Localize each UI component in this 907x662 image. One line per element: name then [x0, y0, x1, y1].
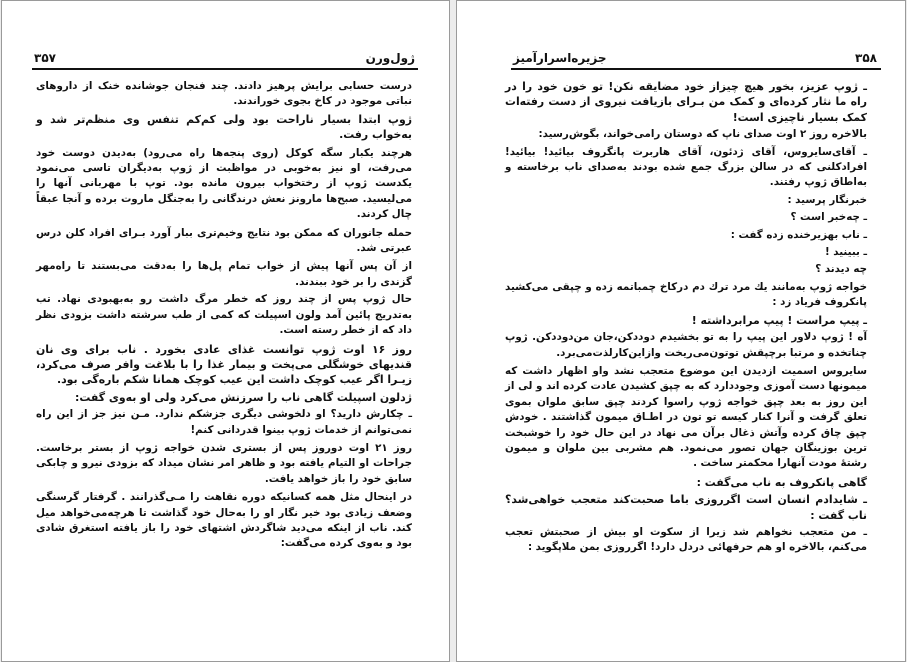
- paragraph: سایروس اسمیت ازدیدن این موضوع متعجب نشد واو اظهار داشت که میمونها دست آموزی وجوددارد که به چپق کشیدن عادت کرده اند و لی از این روز به بعد چپق خواجه ژوپ راسوا کردند چپق سابق ملوان بموی تعلق گرفت و آنرا کنار کیسه تو تون در اطـاق میمون گذاشتند . خودش چپق چاق کرده وآتش ذغال برآن می نهاد در این حال خود را خوشبخت ترین بوزینگان جهان تصور می‌نمود. هم مشربی بین ملوان و میمون رشتهٔ مودت آنهارا محکمتر ساخت .: [505, 364, 867, 470]
- paragraph: حال ژوپ پس از چند روز که خطر مرگ داشت رو به‌بهبودی نهاد. تب به‌تدریج پائین آمد ولون اسپیلت که کمی از طب سرشته داشت بزودی نظر داد که از خطر رسته است.: [36, 293, 412, 337]
- paragraph: ـ چکارش دارید؟ او دلخوشی دیگری جزشکم ندارد. مـن نیز جز از این راه نمی‌توانم از خدمات ژوپ بینوا قدردانی کنم!: [36, 408, 412, 436]
- paragraph: روز ۲۱ اوت دوروز پس از بستری شدن خواجه ژوپ از بستر برخاست. جراحات او التیام یافته بود و ظاهر امر نشان میداد که بزودی نیرو و چابکی سابق خود را باز خواهد یافت.: [36, 441, 413, 485]
- right-page: [456, 0, 906, 662]
- paragraph: هرچند یکبار سگه کوکل (روی پنجه‌ها راه می‌رود) به‌دیدن دوست خود می‌رفت، او نیز به‌خوبی در مواظبت از ژوپ به‌دیگران تاسی می‌نمود یکدست ژوپ از رختخواب بیرون مانده بود. توپ با مهربانی آنها را می‌لیسید. صبح‌ها مارونز نعش درندگانی را به‌جنگل ماروت برده و آنجا عبقاً چال کردند.: [36, 146, 412, 221]
- paragraph: درست حسابی برایش پرهیز دادند. چند فنجان جوشانده خنک از داروهای نباتی موجود در کاخ بجوی خوراندند.: [36, 80, 412, 108]
- paragraph: ـ ببینید !: [824, 246, 867, 259]
- paragraph: ـ چه‌خبر است ؟: [790, 211, 867, 224]
- page-number: ۳۵۷: [34, 51, 56, 65]
- page-text: [36, 79, 412, 554]
- header-rule: [511, 68, 881, 70]
- paragraph: ـ ژوپ عزیز، بخور هیچ چیزاز خود مضایقه نکن! تو خون خود را در راه ما نثار کرده‌ای و کمک من بـرای بازیافت نیروی از دست رفته‌ات کمک بسیار ناچیزی است!: [505, 80, 867, 124]
- paragraph: چه دیدند ؟: [815, 263, 867, 276]
- left-header: [32, 49, 417, 67]
- paragraph: روز ۱۶ اوت ژوپ توانست غذای عادی بخورد . ناب برای وی نان قندیهای خوشگلی می‌پخت و بیمار غذا را با بلاغت وافر صرف می‌کرد، زیـرا اگر عیب کوچک داشت این عیب کوچک همانا شکم باره‌گی بود.: [36, 342, 412, 387]
- running-title: ژول‌ورن: [365, 51, 415, 65]
- page-text: [505, 79, 867, 558]
- running-title: جزیره‌اسرارآمیز: [513, 51, 607, 65]
- header-rule: [32, 68, 418, 70]
- paragraph: ـ آقای‌سایروس، آقای ژدئون، آقای هاربرت پانگروف بیائید! بیائید! افرادکلنی که در سالن بزرگ جمع شده بودند به‌صدای ناب برخاسته و به‌اطاق ژوپ رفتند.: [505, 145, 867, 189]
- right-header: [511, 49, 879, 67]
- paragraph: ـ پیپ مراست ! پیپ مرابرداشته !: [691, 313, 867, 327]
- left-page: [1, 0, 450, 662]
- paragraph: در اینحال مثل همه کسانیکه دوره نقاهت را مـی‌گذرانند . گرفتار گرسنگی وضعف زیادی بود خیر نگار او را به‌حال خود گذاشت تا هرچه‌می‌خواهد میل کند. ناب از اینکه می‌دید شاگردش اشتهای خود را باز یافته استغرق شادی بود و به‌وی کرده می‌گفت:: [36, 491, 412, 550]
- paragraph: ـ من متعجب نخواهم شد زیرا از سکوت او بیش از صحبتش تعجب می‌کنم، بالاخره او هم حرفهائی دردل دارد! اگرروزی بمن ملاپگوید :: [505, 525, 867, 554]
- paragraph: گاهی پانکروف به ناب می‌گفت :: [696, 475, 867, 489]
- paragraph: خواجه ژوپ به‌مانند یك مرد ترك دم دركاخ چمباتمه زده و چپقی می‌كشید پانكروف فریاد زد :: [505, 280, 867, 309]
- paragraph: آه ! ژوپ دلاور این پیپ را به تو بخشیدم دوددکن،جان من‌دوددکن. ژوپ چناتخده و مرتبا برچپقش توتون‌می‌ریخت وازاین‌کارلذت‌می‌برد.: [505, 331, 867, 359]
- paragraph: بالاخره روز ۲ اوت صدای ناپ که دوستان رامی‌خواند، بگوش‌رسید:: [538, 128, 867, 141]
- paragraph: خبرنگار پرسید :: [787, 193, 867, 206]
- paragraph: حمله جانوران که ممکن بود نتایج وخیم‌تری ببار آورد بـرای افراد کلن درس عبرتی شد.: [36, 226, 412, 255]
- paragraph: ژدلون اسپیلت گاهی ناب را سرزنش می‌کرد ولی او به‌وی گفت:: [75, 390, 412, 404]
- paragraph: ـ ناب بهزیرخنده زده گفت :: [730, 228, 867, 241]
- paragraph: از آن پس آنها پیش از خواب تمام پل‌ها را به‌دقت می‌بستند تا راه‌مهر گزندی را بر خود ببندند.: [36, 260, 412, 288]
- paragraph: ـ شایدادم انسان است اگرروزی باما صحبت‌کند متعجب خواهی‌شد؟ ناب گفت :: [505, 493, 867, 522]
- paragraph: ژوپ ابتدا بسیار ناراحت بود ولی کم‌کم تنفس وی منظم‌تر شد و به‌خواب رفت.: [36, 112, 412, 142]
- page-number: ۳۵۸: [855, 51, 877, 65]
